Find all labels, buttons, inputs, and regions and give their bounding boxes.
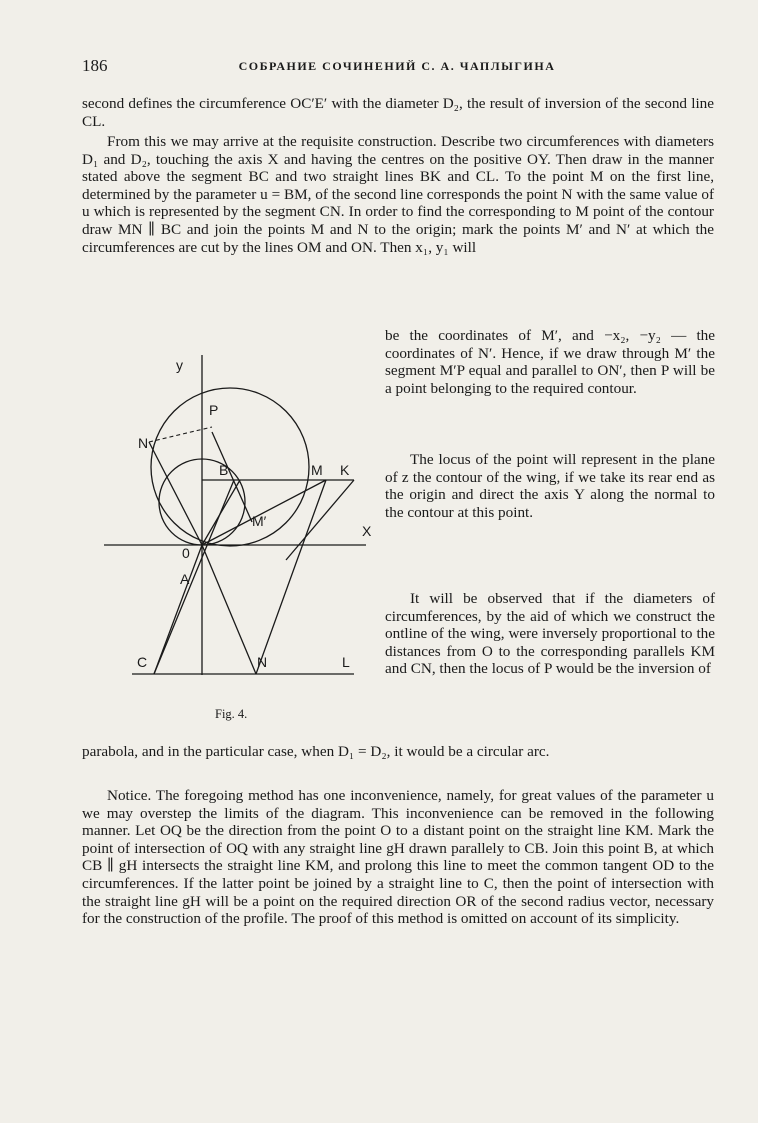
label-o: 0 [182, 545, 190, 561]
circumference-large [151, 388, 309, 546]
paragraph-locus: The locus of the point will represent in the plane of z the contour of the wing, if we take its rear end as the origin and direct the axis Y along the normal to the contour at this point. [385, 451, 715, 521]
paragraph-notice: Notice. The foregoing method has one inconvenience, namely, for great values of the parameter u we may overstep the limits of the diagram. This inconvenience can be removed in the following manner. Let OQ be the direction from the point O to a distant point on the straight line KM. Mark the point of intersection of OQ with any straight line gH drawn parallely to CB. Join this point B, at which CB ∥ gH intersects the straight line KM, and prolong this line to meet the common tangent OD to the circumferences. If the latter point be joined by a straight line to C, then the point of intersection with the straight line gH will be a point on the required direction OR of the second radius vector, necessary for the construction of the profile. The proof of this method is omitted on account of its simplicity. [82, 787, 714, 928]
page-number: 186 [82, 56, 108, 75]
figure-4-diagram [96, 355, 376, 690]
paragraph-construction-wrap: be the coordinates of M′, and −x₂, −y₂ — the coordinates of N′. Hence, if we draw through M′ the segment M′P equal and parallel to ON′, then P will be a point belonging to the required contour. [385, 327, 715, 397]
line-bc [154, 480, 234, 674]
line-k [286, 480, 354, 560]
label-a: A [180, 571, 190, 587]
line-c-o [154, 545, 202, 674]
segment-mp [212, 432, 252, 522]
paragraph-observation: It will be observed that if the diameters of circumferences, by the aid of which we construct the ontline of the wing, were inversely proportional to the distances from O to the corresponding parallels KM and CN, then the locus of P would be the inversion of [385, 590, 715, 678]
line-o-n [202, 545, 256, 674]
line-mn [256, 480, 326, 674]
figure-4 [96, 355, 376, 690]
label-m-prime: M′ [252, 513, 267, 529]
label-b: B [219, 462, 229, 478]
label-n: N [138, 435, 149, 451]
paragraph-observation-tail: parabola, and in the particular case, when D₁ = D₂, it would be a circular arc. [82, 743, 550, 760]
figure-caption: Fig. 4. [215, 707, 248, 721]
label-y: y [176, 357, 183, 373]
page-header [82, 56, 712, 80]
line-on-prime [149, 442, 202, 545]
label-c: C [137, 654, 148, 670]
label-m: M [311, 462, 323, 478]
paragraph-continuation: second defines the circumference OC′E′ with the diameter D₂, the result of inversion of the second line CL. [82, 95, 714, 130]
label-k: K [340, 462, 350, 478]
running-title: СОБРАНИЕ СОЧИНЕНИЙ С. А. ЧАПЛЫГИНА [238, 59, 556, 73]
paragraph-construction: From this we may arrive at the requisite construction. Describe two circumferences with diameters D₁ and D₂, touching the axis X and having the centres on the positive OY. Then draw in the manner stated above the segment BC and two straight lines BK and CL. To the point M on the first line, determined by the parameter u = BM, of the second line corresponds the point N with the same value of u which is represented by the segment CN. In order to find the corresponding to M point of the contour draw MN ∥ BC and join the points M and N to the origin; mark the points M′ and N′ at which the circumferences are cut by the lines OM and ON. Then x₁, y₁ will [82, 133, 714, 256]
label-n-bottom: N [257, 654, 268, 670]
label-x: X [362, 523, 372, 539]
label-l: L [342, 654, 350, 670]
label-p: P [209, 402, 219, 418]
